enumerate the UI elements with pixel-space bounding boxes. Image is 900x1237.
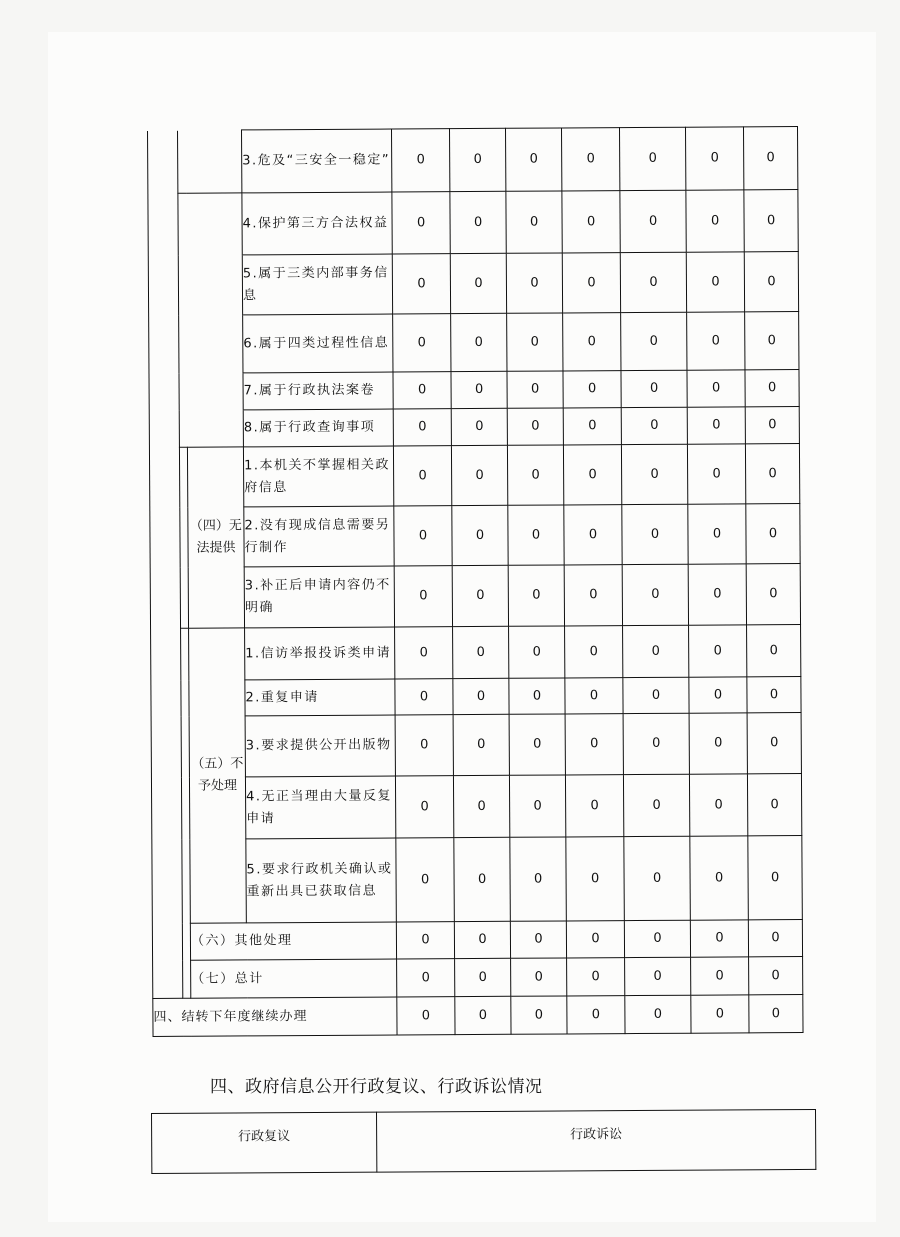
row-label-carry-over: 四、结转下年度继续办理	[153, 997, 397, 1036]
value-cell: 0	[747, 713, 801, 774]
value-cell: 0	[745, 407, 799, 444]
row-label: 2.重复申请	[245, 679, 395, 716]
row-label: 6.属于四类过程性信息	[243, 314, 393, 373]
table-row	[149, 444, 799, 508]
header-admin-litigation: 行政诉讼	[376, 1109, 815, 1172]
value-cell: 0	[561, 128, 619, 191]
value-cell: 0	[562, 191, 620, 253]
value-cell: 0	[747, 774, 801, 836]
value-cell: 0	[393, 314, 451, 372]
value-cell: 0	[621, 407, 687, 444]
category-cell	[178, 193, 242, 255]
value-cell: 0	[509, 714, 565, 775]
value-cell: 0	[396, 838, 455, 922]
value-cell: 0	[562, 253, 620, 313]
value-cell: 0	[451, 313, 507, 371]
value-cell: 0	[567, 996, 625, 1034]
value-cell: 0	[690, 836, 749, 920]
category-cannot-provide: （四）无法提供	[187, 447, 244, 628]
value-cell: 0	[623, 625, 689, 677]
row-label: 3.危及“三安全一稳定”	[242, 129, 392, 193]
value-cell: 0	[623, 713, 689, 774]
value-cell: 0	[621, 444, 687, 504]
value-cell: 0	[688, 564, 746, 625]
value-cell: 0	[451, 371, 507, 408]
value-cell: 0	[689, 713, 747, 774]
row-label-other: （六）其他处理	[190, 922, 396, 960]
table-row	[152, 920, 802, 961]
value-cell: 0	[623, 677, 689, 713]
review-litigation-table	[151, 1109, 816, 1174]
value-cell: 0	[691, 957, 749, 995]
value-cell: 0	[563, 408, 621, 445]
value-cell: 0	[453, 775, 509, 837]
value-cell: 0	[619, 127, 685, 190]
table-row	[152, 1109, 816, 1173]
value-cell: 0	[454, 921, 510, 958]
value-cell: 0	[744, 252, 798, 312]
value-cell: 0	[506, 191, 562, 253]
row-label: 2.没有现成信息需要另行制作	[244, 506, 394, 567]
value-cell: 0	[450, 253, 506, 313]
category-cell	[178, 255, 242, 315]
value-cell: 0	[395, 679, 453, 715]
value-cell: 0	[688, 504, 746, 564]
value-cell: 0	[686, 252, 744, 312]
value-cell: 0	[744, 190, 798, 252]
value-cell: 0	[395, 627, 453, 679]
value-cell: 0	[451, 445, 507, 505]
value-cell: 0	[507, 371, 563, 408]
value-cell: 0	[509, 775, 565, 837]
table-row	[151, 774, 801, 840]
value-cell: 0	[397, 959, 455, 997]
value-cell: 0	[565, 678, 623, 714]
category-cell	[178, 130, 242, 193]
value-cell: 0	[451, 408, 507, 445]
value-cell: 0	[747, 677, 801, 713]
value-cell: 0	[506, 253, 562, 313]
value-cell: 0	[449, 128, 505, 191]
value-cell: 0	[564, 505, 622, 565]
value-cell: 0	[452, 565, 508, 626]
value-cell: 0	[507, 445, 563, 505]
value-cell: 0	[691, 995, 749, 1033]
value-cell: 0	[563, 371, 621, 408]
row-label: 5.要求行政机关确认或重新出具已获取信息	[246, 838, 397, 923]
value-cell: 0	[749, 957, 803, 995]
value-cell: 0	[392, 254, 450, 314]
value-cell: 0	[690, 920, 748, 957]
value-cell: 0	[395, 715, 453, 776]
table-row	[149, 407, 799, 448]
value-cell: 0	[455, 958, 511, 996]
value-cell: 0	[747, 625, 801, 677]
value-cell: 0	[511, 996, 567, 1034]
value-cell: 0	[396, 922, 454, 959]
table-row	[153, 957, 803, 999]
table-row	[150, 564, 800, 629]
value-cell: 0	[453, 678, 509, 714]
table-row	[148, 190, 798, 256]
value-cell: 0	[689, 677, 747, 713]
value-cell: 0	[391, 129, 449, 192]
value-cell: 0	[749, 995, 803, 1033]
value-cell: 0	[746, 564, 800, 625]
value-cell: 0	[505, 128, 561, 191]
value-cell: 0	[685, 127, 743, 190]
value-cell: 0	[563, 445, 621, 505]
row-label: 1.信访举报投诉类申请	[245, 627, 395, 680]
row-label: 3.补正后申请内容仍不明确	[244, 566, 394, 628]
value-cell: 0	[620, 190, 686, 252]
value-cell: 0	[511, 958, 567, 996]
value-cell: 0	[509, 626, 565, 678]
row-label: 3.要求提供公开出版物	[245, 715, 395, 777]
value-cell: 0	[687, 370, 745, 407]
value-cell: 0	[566, 921, 624, 958]
value-cell: 0	[395, 776, 453, 838]
value-cell: 0	[563, 313, 621, 371]
value-cell: 0	[623, 774, 689, 836]
value-cell: 0	[510, 921, 566, 958]
value-cell: 0	[564, 565, 622, 626]
category-cell	[179, 373, 243, 410]
value-cell: 0	[746, 504, 800, 564]
value-cell: 0	[748, 920, 802, 957]
value-cell: 0	[566, 837, 625, 921]
value-cell: 0	[745, 370, 799, 407]
table-row	[152, 836, 803, 924]
disclosure-table	[147, 126, 804, 1037]
value-cell: 0	[567, 958, 625, 996]
row-label: 5.属于三类内部事务信息	[242, 254, 392, 315]
value-cell: 0	[622, 504, 688, 564]
value-cell: 0	[393, 372, 451, 409]
value-cell: 0	[393, 446, 451, 506]
value-cell: 0	[454, 837, 511, 921]
value-cell: 0	[453, 626, 509, 678]
value-cell: 0	[625, 995, 691, 1033]
row-label-total: （七）总计	[191, 959, 397, 998]
row-label: 8.属于行政查询事项	[243, 409, 393, 447]
value-cell: 0	[394, 566, 452, 627]
value-cell: 0	[450, 191, 506, 253]
value-cell: 0	[686, 190, 744, 252]
value-cell: 0	[748, 836, 803, 920]
value-cell: 0	[508, 565, 564, 626]
value-cell: 0	[621, 370, 687, 407]
category-not-processed: （五）不予处理	[189, 628, 247, 923]
row-label: 1.本机关不掌握相关政府信息	[243, 446, 393, 507]
value-cell: 0	[392, 192, 450, 254]
value-cell: 0	[687, 312, 745, 370]
value-cell: 0	[620, 252, 686, 312]
table-row	[151, 713, 801, 778]
table-row	[153, 995, 803, 1037]
value-cell: 0	[507, 408, 563, 445]
value-cell: 0	[565, 775, 623, 837]
value-cell: 0	[687, 407, 745, 444]
value-cell: 0	[689, 625, 747, 677]
value-cell: 0	[565, 626, 623, 678]
header-admin-review: 行政复议	[152, 1112, 377, 1173]
value-cell: 0	[394, 506, 452, 566]
value-cell: 0	[455, 996, 511, 1034]
value-cell: 0	[509, 678, 565, 714]
value-cell: 0	[622, 564, 688, 625]
value-cell: 0	[507, 313, 563, 371]
value-cell: 0	[452, 505, 508, 565]
category-cell	[179, 410, 243, 447]
row-label: 4.无正当理由大量反复申请	[245, 776, 395, 839]
value-cell: 0	[621, 312, 687, 370]
row-label: 7.属于行政执法案卷	[243, 372, 393, 410]
section-heading: 四、政府信息公开行政复议、行政诉讼情况	[210, 1077, 543, 1097]
table-row	[151, 677, 801, 717]
table-row	[149, 370, 799, 411]
value-cell: 0	[397, 997, 455, 1035]
value-cell: 0	[624, 836, 691, 920]
table-row	[150, 504, 800, 568]
table-row	[149, 312, 799, 374]
value-cell: 0	[745, 444, 799, 504]
value-cell: 0	[393, 409, 451, 446]
value-cell: 0	[687, 444, 745, 504]
value-cell: 0	[624, 920, 690, 957]
row-label: 4.保护第三方合法权益	[242, 192, 392, 255]
value-cell: 0	[745, 312, 799, 370]
value-cell: 0	[453, 714, 509, 775]
value-cell: 0	[743, 127, 797, 190]
value-cell: 0	[689, 774, 747, 836]
value-cell: 0	[565, 714, 623, 775]
value-cell: 0	[508, 505, 564, 565]
table-row	[148, 252, 798, 316]
table-row	[151, 625, 801, 681]
value-cell: 0	[625, 957, 691, 995]
category-cell	[179, 315, 243, 373]
table-row	[148, 127, 798, 194]
value-cell: 0	[510, 837, 567, 921]
